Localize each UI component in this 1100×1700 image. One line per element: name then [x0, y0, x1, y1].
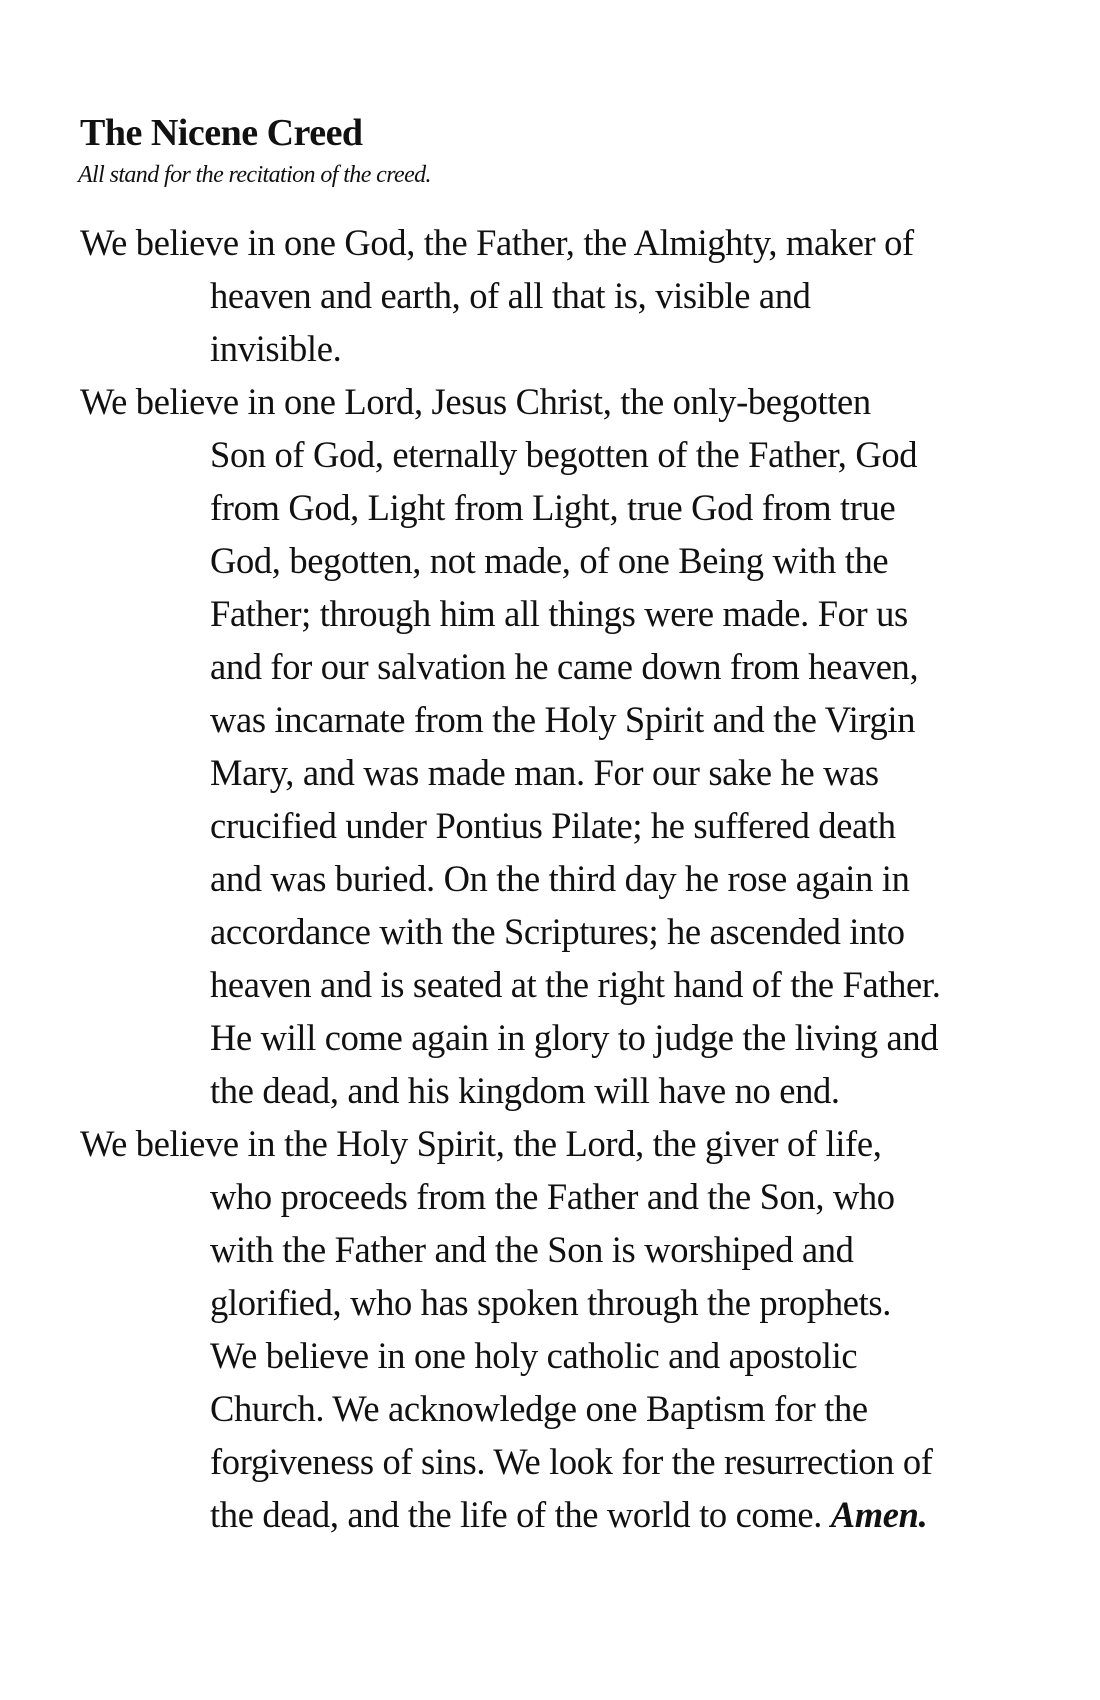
creed-line: and was buried. On the third day he rose again in	[210, 858, 910, 899]
creed-paragraph-holy-spirit	[80, 1117, 1020, 1541]
creed-line: was incarnate from the Holy Spirit and the Virgin	[210, 699, 916, 740]
creed-line: God, begotten, not made, of one Being with the	[210, 540, 889, 581]
creed-line: We believe in one God, the Father, the Almighty, maker of	[80, 222, 914, 263]
rubric-instruction: All stand for the recitation of the creed.	[78, 162, 431, 188]
creed-line: crucified under Pontius Pilate; he suffered death	[210, 805, 896, 846]
creed-line: who proceeds from the Father and the Son, who	[210, 1176, 895, 1217]
creed-text	[80, 216, 1020, 1541]
creed-last-line	[80, 1488, 1020, 1541]
creed-line: invisible.	[210, 328, 342, 369]
creed-line: from God, Light from Light, true God from true	[210, 487, 896, 528]
creed-line: and for our salvation he came down from heaven,	[210, 646, 919, 687]
creed-line: We believe in one holy catholic and apostolic	[210, 1335, 858, 1376]
creed-line: Father; through him all things were made. For us	[210, 593, 908, 634]
creed-line: Church. We acknowledge one Baptism for the	[210, 1388, 868, 1429]
creed-line: Mary, and was made man. For our sake he was	[210, 752, 879, 793]
creed-line: accordance with the Scriptures; he ascended into	[210, 911, 905, 952]
creed-line: Son of God, eternally begotten of the Father, God	[210, 434, 918, 475]
creed-line: heaven and is seated at the right hand of the Father.	[210, 964, 941, 1005]
creed-line: We believe in one Lord, Jesus Christ, the only-begotten	[80, 381, 871, 422]
creed-paragraph-god-the-father	[80, 216, 1020, 375]
creed-line: the dead, and his kingdom will have no end.	[210, 1070, 840, 1111]
creed-line: with the Father and the Son is worshiped and	[210, 1229, 854, 1270]
page-title: The Nicene Creed	[80, 112, 363, 154]
amen-response: Amen.	[830, 1494, 928, 1535]
creed-line: He will come again in glory to judge the living and	[210, 1017, 939, 1058]
creed-line: We believe in the Holy Spirit, the Lord, the giver of life,	[80, 1123, 882, 1164]
creed-line: forgiveness of sins. We look for the resurrection of	[210, 1441, 933, 1482]
creed-paragraph-jesus-christ	[80, 375, 1020, 1117]
creed-line: heaven and earth, of all that is, visible and	[210, 275, 811, 316]
creed-line: glorified, who has spoken through the prophets.	[210, 1282, 891, 1323]
creed-last-line-text: the dead, and the life of the world to come.	[210, 1494, 822, 1535]
